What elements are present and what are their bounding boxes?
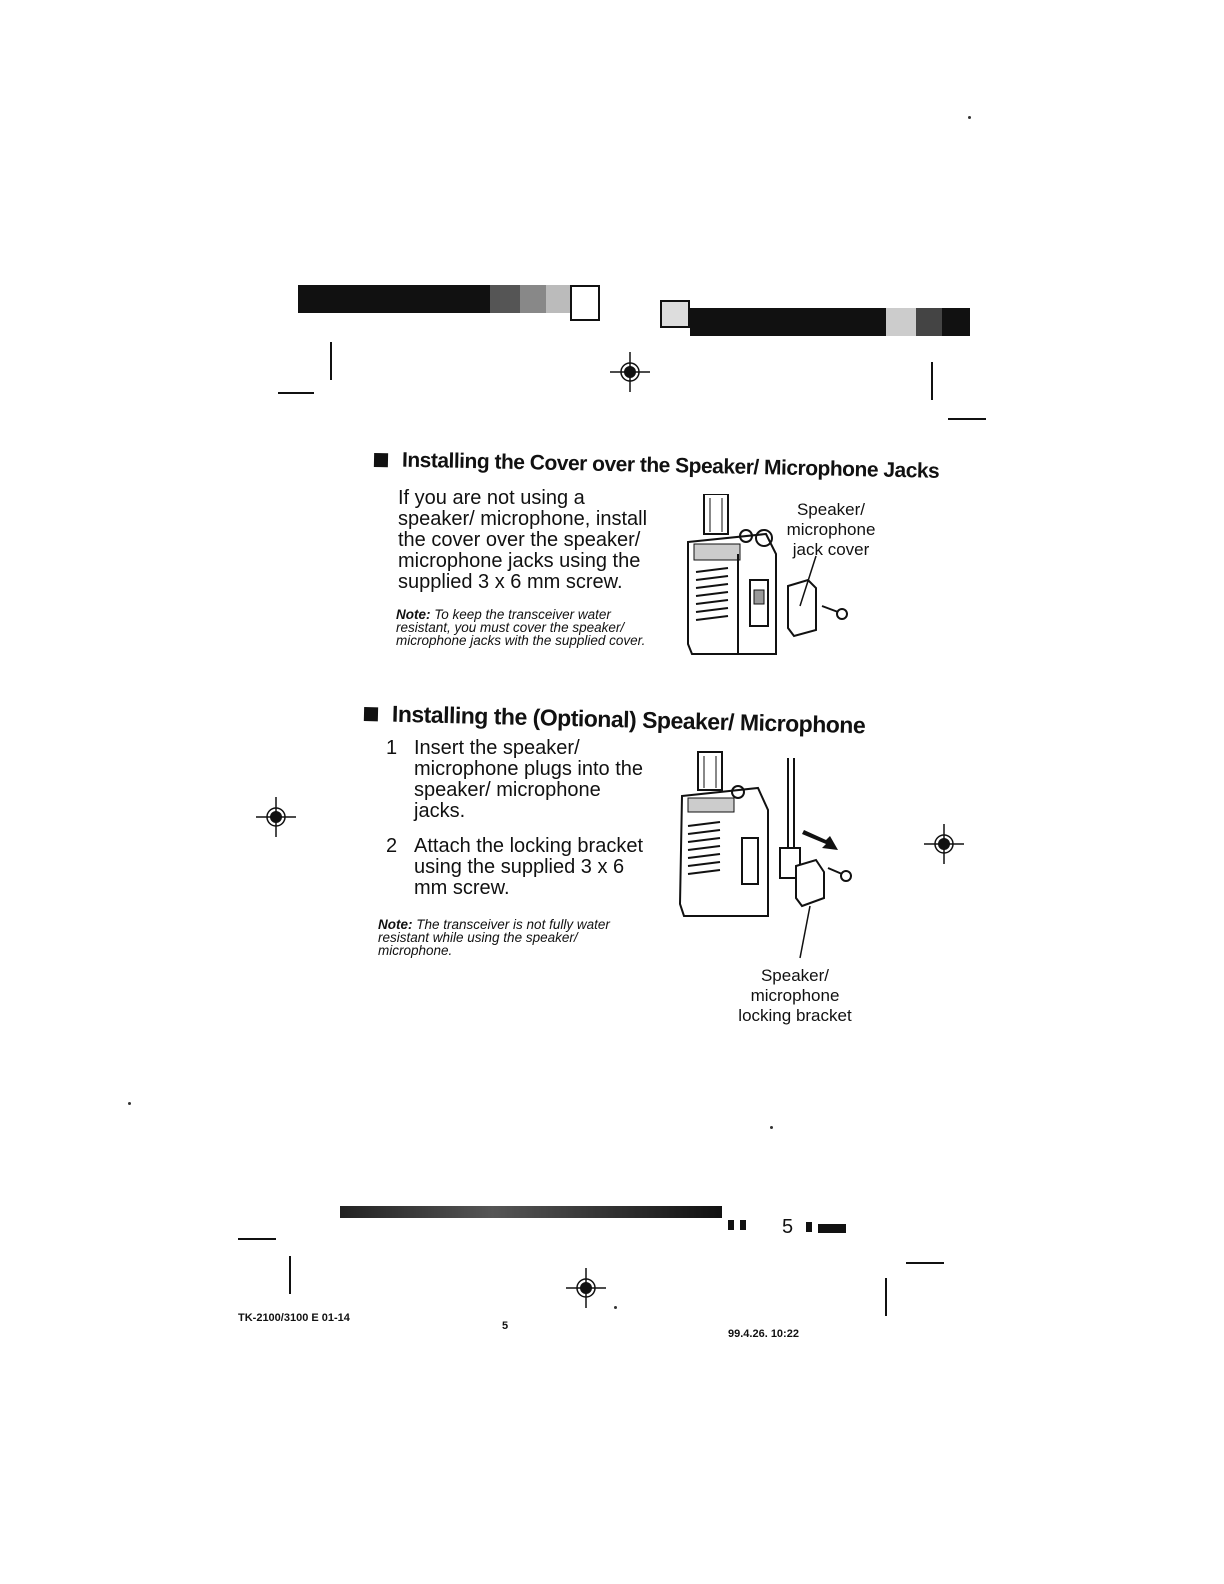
crop-mark xyxy=(906,1262,944,1264)
section-body: If you are not using a speaker/ microphone, install the cover over the speaker/ microphone jacks using the supplied 3 x 6 mm screw. xyxy=(398,487,648,593)
page-number: 5 xyxy=(782,1216,794,1238)
section-heading xyxy=(374,448,940,484)
print-timestamp: 99.4.26. 10:22 xyxy=(728,1328,799,1340)
note xyxy=(378,918,618,957)
note-label: Note: xyxy=(396,607,431,622)
crop-mark xyxy=(278,392,314,394)
caption-line: microphone xyxy=(786,520,876,539)
top-bar-right xyxy=(660,300,970,340)
registration-mark-icon xyxy=(924,824,964,864)
section-title: Installing the Cover over the Speaker/ Microphone Jacks xyxy=(401,448,940,483)
caption-line: microphone xyxy=(750,986,840,1005)
note xyxy=(396,608,658,647)
square-bullet-icon xyxy=(364,707,378,721)
note-label: Note: xyxy=(378,917,413,932)
step-item xyxy=(386,836,654,899)
step-number: 2 xyxy=(386,835,398,857)
step-text: Insert the speaker/ microphone plugs into the speaker/ microphone jacks. xyxy=(414,737,644,822)
page-footer-bar xyxy=(340,1206,722,1218)
scan-speck xyxy=(968,116,971,119)
registration-mark-icon xyxy=(256,797,296,837)
bar-block xyxy=(818,1224,846,1233)
step-list xyxy=(386,738,654,899)
scan-speck xyxy=(128,1102,131,1105)
crop-mark xyxy=(931,362,933,400)
square-bullet-icon xyxy=(374,453,388,467)
crop-mark xyxy=(238,1238,276,1240)
radio-illustration xyxy=(676,748,866,960)
section-title: Installing the (Optional) Speaker/ Microphone xyxy=(391,700,866,739)
caption-line: Speaker/ xyxy=(796,500,866,519)
crop-mark xyxy=(289,1256,291,1294)
scan-speck xyxy=(614,1306,617,1309)
crop-mark xyxy=(885,1278,887,1316)
figure-caption xyxy=(720,966,870,1026)
note-text: The transceiver is not fully water resistant while using the speaker/ microphone. xyxy=(378,917,610,958)
crop-mark xyxy=(330,342,332,380)
caption-line: locking bracket xyxy=(738,1006,852,1025)
step-number: 1 xyxy=(386,737,398,759)
figure-caption xyxy=(772,500,890,560)
caption-line: Speaker/ xyxy=(760,966,830,985)
doc-code: TK-2100/3100 E 01-14 xyxy=(238,1312,350,1324)
bar-block xyxy=(728,1220,734,1230)
bar-block xyxy=(806,1222,812,1232)
top-bar-left xyxy=(298,285,602,323)
scan-speck xyxy=(770,1126,773,1129)
step-text: Attach the locking bracket using the supplied 3 x 6 mm screw. xyxy=(414,835,644,899)
registration-mark-icon xyxy=(610,352,650,392)
section-heading xyxy=(364,700,866,739)
note-text: To keep the transceiver water resistant, you must cover the speaker/ microphone jacks with the supplied cover. xyxy=(396,607,646,648)
crop-mark xyxy=(948,418,986,420)
footer-page: 5 xyxy=(502,1320,509,1332)
caption-line: jack cover xyxy=(792,540,870,559)
bar-block xyxy=(740,1220,746,1230)
registration-mark-icon xyxy=(566,1268,606,1308)
step-item xyxy=(386,738,654,822)
